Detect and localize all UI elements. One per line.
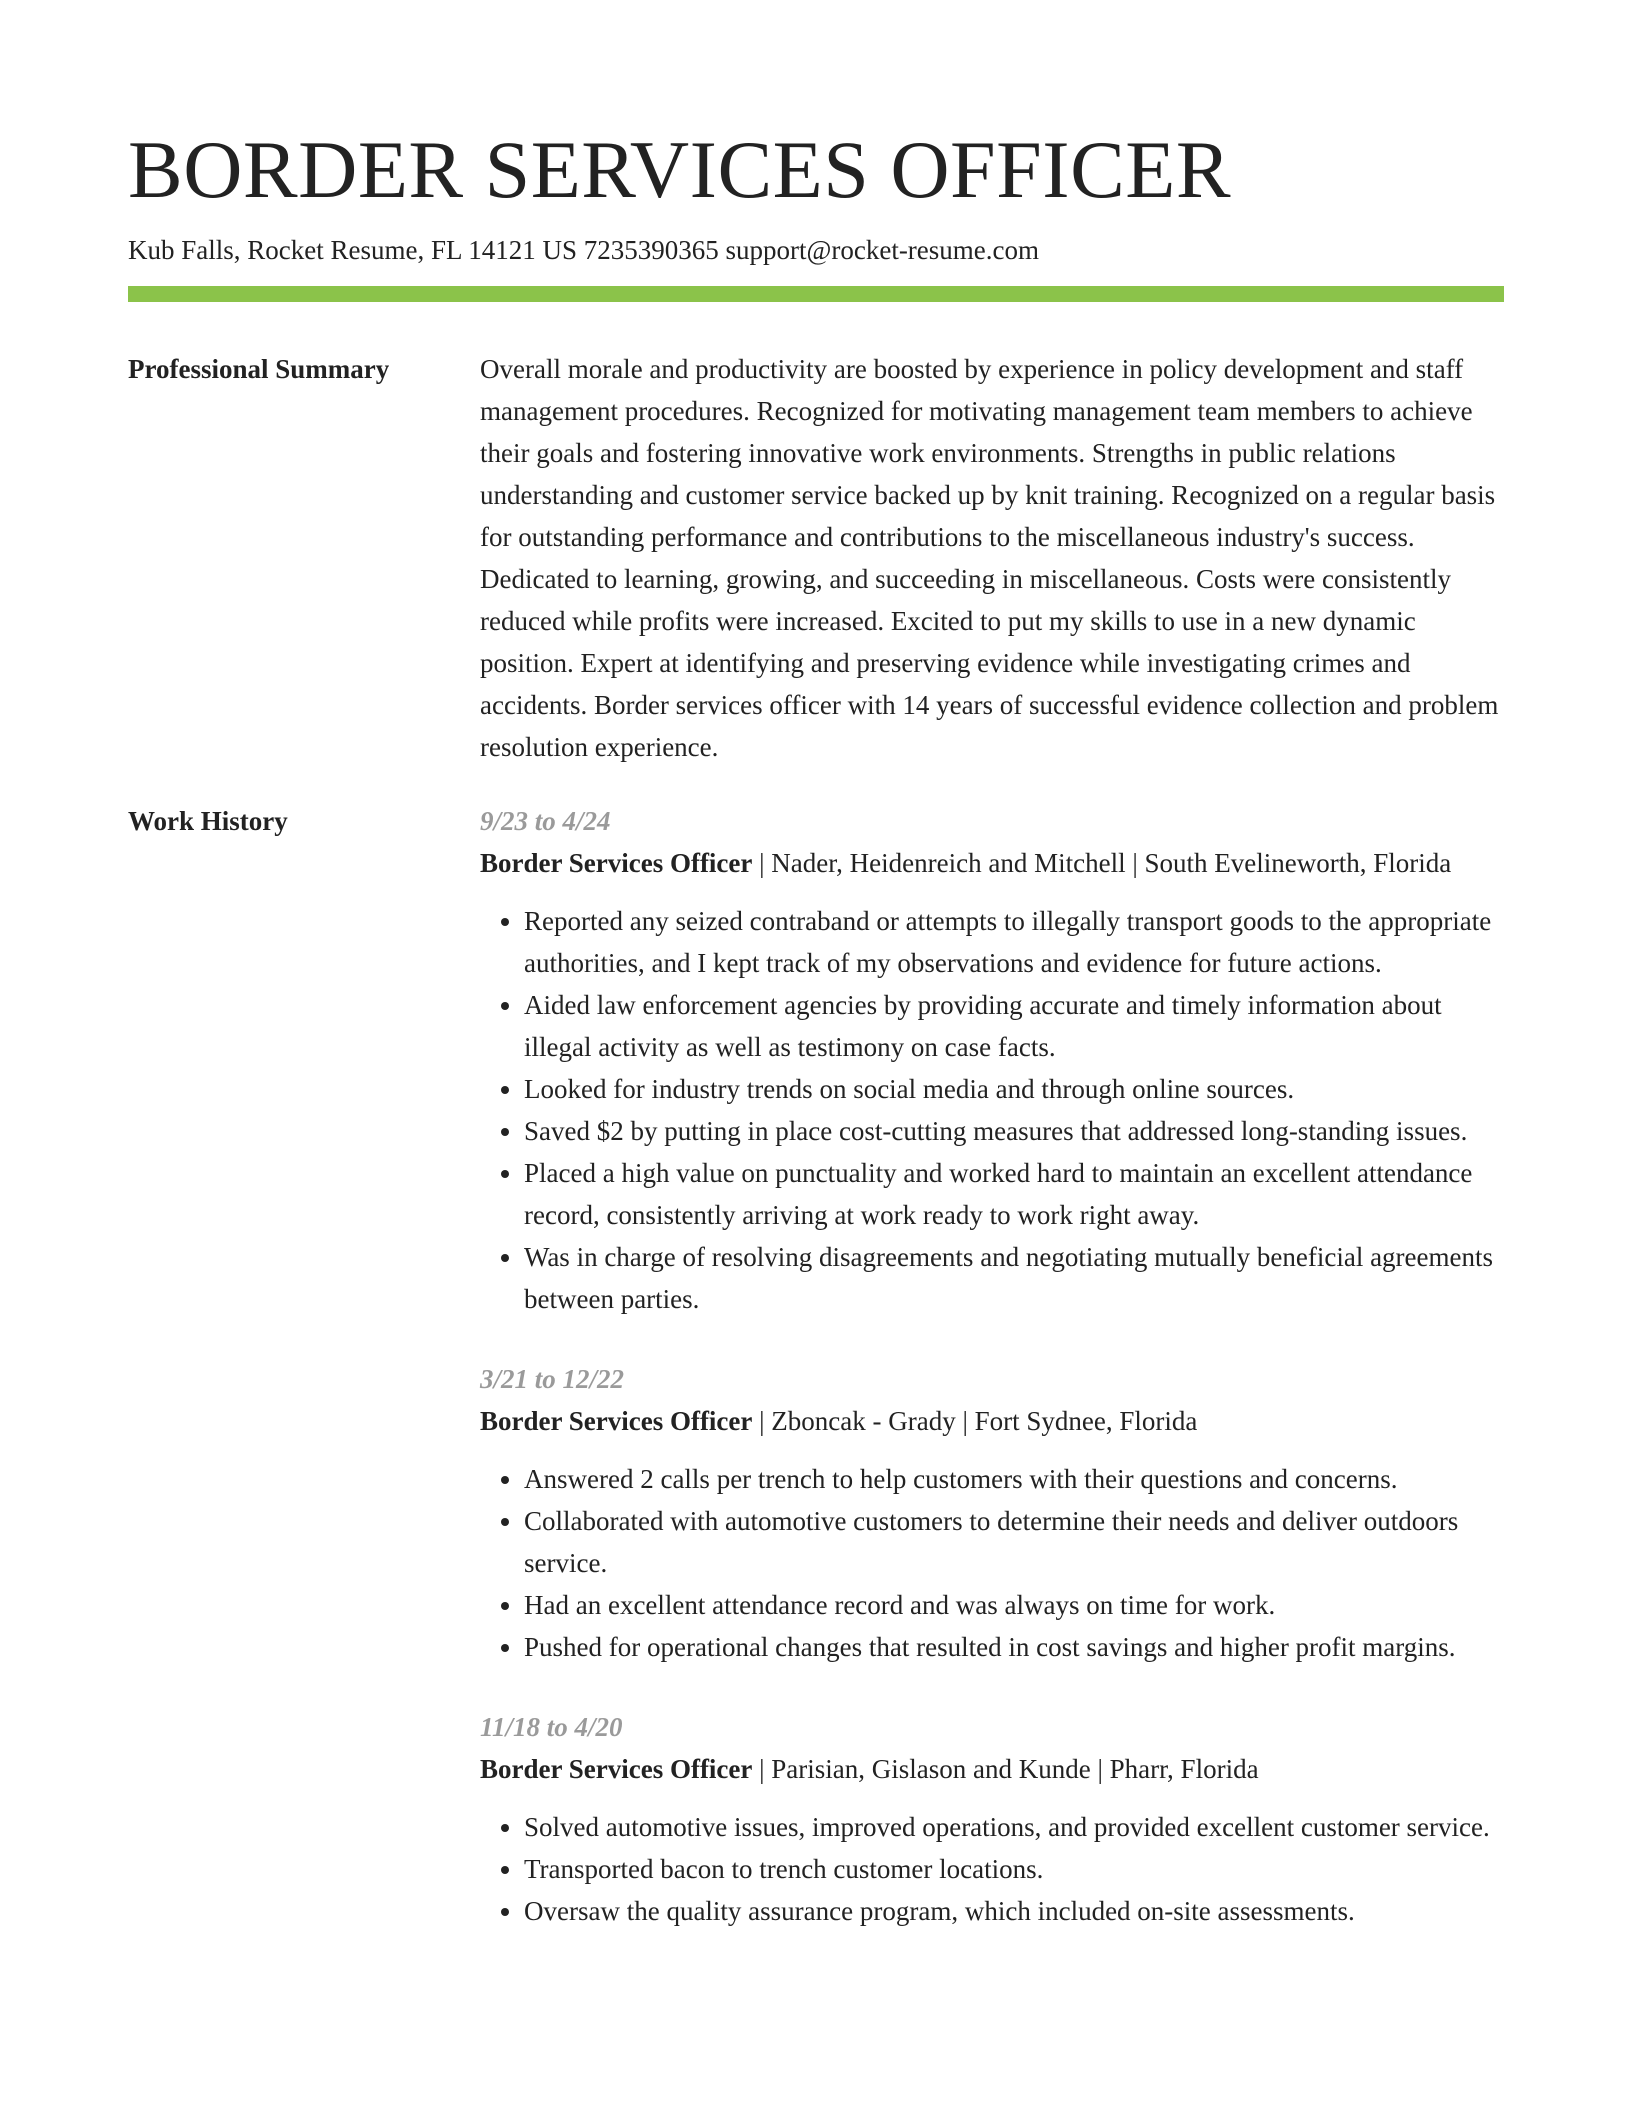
job-details: | Parisian, Gislason and Kunde | Pharr, Florida: [752, 1754, 1259, 1784]
job-bullet: • Had an excellent attendance record and was always on time for work.: [524, 1584, 1504, 1626]
job-title: Border Services Officer: [480, 1406, 753, 1436]
summary-text: Overall morale and productivity are boosted by experience in policy development and staff management procedures. Recognized for motivating management team members to achieve their goals and fostering innovative work environments. Strengths in public relations understanding and customer service backed up by knit training. Recognized on a regular basis for outstanding performance and contributions to the miscellaneous industry's success. Dedicated to learning, growing, and succeeding in miscellaneous. Costs were consistently reduced while profits were increased. Excited to put my skills to use in a new dynamic position. Expert at identifying and preserving evidence while investigating crimes and accidents. Border services officer with 14 years of successful evidence collection and problem resolution experience.: [480, 354, 1499, 762]
job-bullet: • Was in charge of resolving disagreements and negotiating mutually beneficial agreements between parties.: [524, 1236, 1504, 1320]
job-bullet: • Oversaw the quality assurance program, which included on-site assessments.: [524, 1890, 1504, 1932]
job-dates: 3/21 to 12/22: [480, 1364, 625, 1394]
job-bullet: • Placed a high value on punctuality and worked hard to maintain an excellent attendance record, consistently arriving at work ready to work right away.: [524, 1152, 1504, 1236]
job-entry: [480, 1706, 1504, 1932]
job-bullet: • Saved $2 by putting in place cost-cutting measures that addressed long-standing issues.: [524, 1110, 1504, 1152]
job-bullets: [480, 900, 1504, 1320]
job-details: | Nader, Heidenreich and Mitchell | South Evelineworth, Florida: [752, 848, 1452, 878]
job-bullets: [480, 1806, 1504, 1932]
job-list: [480, 800, 1504, 1970]
job-bullet: • Reported any seized contraband or attempts to illegally transport goods to the appropriate authorities, and I kept track of my observations and evidence for future actions.: [524, 900, 1504, 984]
resume-header: [128, 120, 1504, 270]
job-title: Border Services Officer: [480, 848, 753, 878]
job-entry: [480, 1358, 1504, 1668]
candidate-name: BORDER SERVICES OFFICER: [128, 124, 1232, 215]
job-title: Border Services Officer: [480, 1754, 753, 1784]
job-bullet: • Collaborated with automotive customers to determine their needs and deliver outdoors service.: [524, 1500, 1504, 1584]
header-divider: [128, 286, 1504, 302]
work-history-heading: Work History: [128, 806, 288, 836]
job-bullet: • Looked for industry trends on social media and through online sources.: [524, 1068, 1504, 1110]
job-details: | Zboncak - Grady | Fort Sydnee, Florida: [752, 1406, 1198, 1436]
job-dates: 9/23 to 4/24: [480, 806, 611, 836]
job-heading: [480, 842, 1504, 884]
job-heading: [480, 1400, 1504, 1442]
summary-heading: Professional Summary: [128, 354, 390, 384]
job-bullet: • Solved automotive issues, improved operations, and provided excellent customer service.: [524, 1806, 1504, 1848]
job-entry: [480, 800, 1504, 1320]
job-bullets: [480, 1458, 1504, 1668]
contact-line: Kub Falls, Rocket Resume, FL 14121 US 7235390365 support@rocket-resume.com: [128, 235, 1040, 265]
job-bullet: • Answered 2 calls per trench to help customers with their questions and concerns.: [524, 1458, 1504, 1500]
job-bullet: • Transported bacon to trench customer locations.: [524, 1848, 1504, 1890]
job-dates: 11/18 to 4/20: [480, 1712, 623, 1742]
job-heading: [480, 1748, 1504, 1790]
job-bullet: • Aided law enforcement agencies by providing accurate and timely information about illegal activity as well as testimony on case facts.: [524, 984, 1504, 1068]
job-bullet: • Pushed for operational changes that resulted in cost savings and higher profit margins.: [524, 1626, 1504, 1668]
